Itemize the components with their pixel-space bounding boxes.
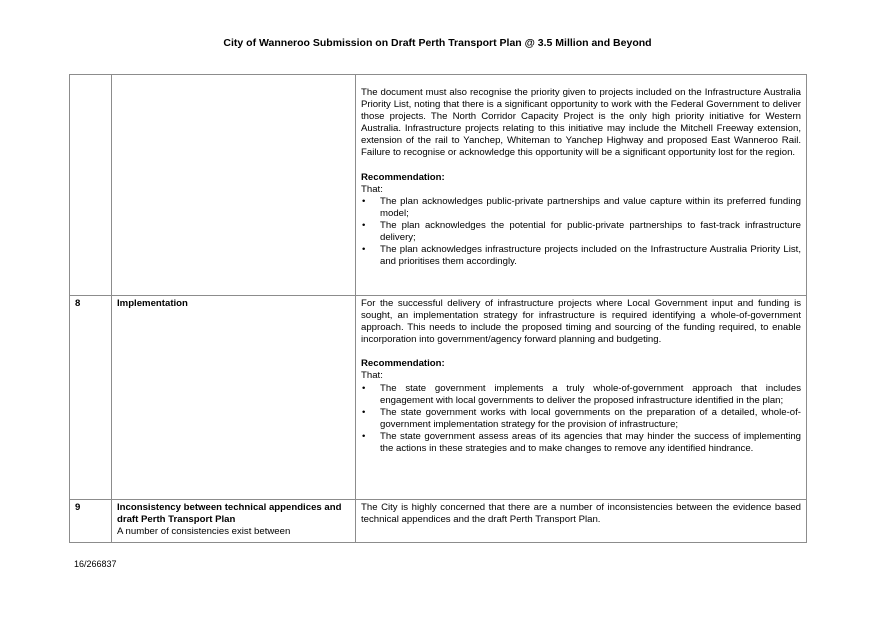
- comment-paragraph: The City is highly concerned that there are a number of inconsistencies between the evidence based technical appendices and the draft Perth Transport Plan.: [361, 502, 801, 526]
- item-topic-cell: [112, 296, 356, 500]
- item-number: 8: [70, 296, 112, 500]
- item-topic-text: A number of consistencies exist between: [117, 526, 291, 538]
- item-comment-cell: [356, 75, 807, 296]
- list-item: • The state government implements a truly whole-of-government approach that includes engagement with local governments to deliver the proposed infrastructure identified in the plan;: [361, 383, 801, 407]
- table-row: [70, 500, 807, 543]
- page-title: City of Wanneroo Submission on Draft Perth Transport Plan @ 3.5 Million and Beyond: [223, 37, 652, 49]
- recommendation-list: [361, 196, 801, 269]
- recommendation-heading: Recommendation:: [361, 171, 445, 183]
- table-row: [70, 75, 807, 296]
- submission-table: [69, 74, 807, 543]
- comment-paragraph: The document must also recognise the priority given to projects included on the Infrastructure Australia Priority List, noting that there is a significant opportunity to work with the Federal Government to deliver those projects. The North Corridor Capacity Project is the only high priority initiative for Western Australia. Infrastructure projects relating to this initiative may include the Mitchell Freeway extension, extension of the rail to Yanchep, Whiteman to Yanchep Highway and proposed East Wanneroo Rail. Failure to recognise or acknowledge this opportunity will be a significant opportunity lost for the region.: [361, 87, 801, 159]
- item-number: [70, 75, 112, 296]
- recommendation-lead: That:: [361, 183, 383, 195]
- recommendation-lead: That:: [361, 370, 383, 382]
- item-number: 9: [70, 500, 112, 543]
- item-comment-cell: [356, 500, 807, 543]
- list-item: • The plan acknowledges the potential for public-private partnerships to fast-track infrastructure delivery;: [361, 220, 801, 244]
- item-comment-cell: [356, 296, 807, 500]
- list-item: • The plan acknowledges infrastructure projects included on the Infrastructure Australia Priority List, and prioritises them accordingly.: [361, 244, 801, 268]
- item-topic-cell: [112, 500, 356, 543]
- comment-paragraph: For the successful delivery of infrastructure projects where Local Government input and funding is sought, an implementation strategy for infrastructure is required identifying a whole-of-government approach. This needs to include the proposed timing and sourcing of the funding required, to enable incorporation into government/agency forward planning and budgeting.: [361, 298, 801, 346]
- item-topic-cell: [112, 75, 356, 296]
- table-row: [70, 296, 807, 500]
- item-topic: Inconsistency between technical appendices and draft Perth Transport Plan: [117, 502, 342, 526]
- list-item: • The state government works with local governments on the preparation of a detailed, whole-of-government implementation strategy for the provision of infrastructure;: [361, 407, 801, 431]
- list-item: • The plan acknowledges public-private partnerships and value capture within its preferred funding model;: [361, 196, 801, 220]
- document-reference: 16/266837: [74, 559, 117, 569]
- recommendation-list: [361, 383, 801, 456]
- list-item: • The state government assess areas of its agencies that may hinder the success of implementing the actions in these strategies and to make changes to remove any identified hindrance.: [361, 431, 801, 455]
- item-topic: Implementation: [117, 298, 188, 309]
- recommendation-heading: Recommendation:: [361, 358, 445, 370]
